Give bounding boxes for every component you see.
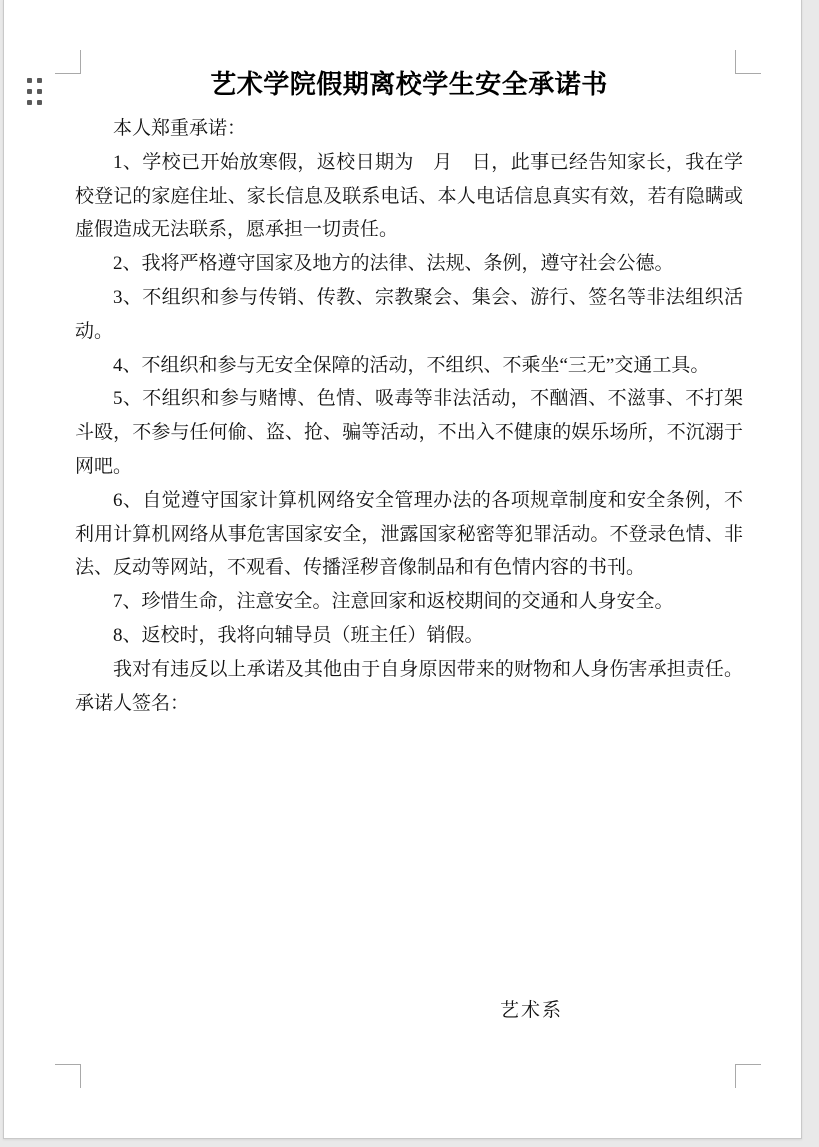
document-body (75, 66, 743, 720)
text-boundary-mark-bottom-left (55, 1064, 81, 1088)
pledge-item-2: 2、我将严格遵守国家及地方的法律、法规、条例，遵守社会公德。 (113, 253, 674, 275)
pledge-closing-and-signature-label: 我对有违反以上承诺及其他由于自身原因带来的财物和人身伤害承担责任。承诺人签名： (75, 658, 743, 714)
department-signature: 艺术系 (500, 1000, 564, 1021)
drag-handle-icon[interactable] (27, 78, 42, 105)
pledge-item-6: 6、自觉遵守国家计算机网络安全管理办法的各项规章制度和安全条例，不利用计算机网络从事危害国家安全，泄露国家秘密等犯罪活动。不登录色情、非法、反动等网站，不观看、传播淫秽音像制品和有色情内容的书刊。 (75, 489, 743, 579)
pledge-item-1: 1、学校已开始放寒假，返校日期为 月 日，此事已经告知家长，我在学校登记的家庭住址、家长信息及联系电话、本人电话信息真实有效，若有隐瞒或虚假造成无法联系，愿承担一切责任。 (75, 151, 743, 241)
document-page (3, 0, 802, 1139)
document-title: 艺术学院假期离校学生安全承诺书 (210, 70, 608, 99)
pledge-item-7: 7、珍惜生命，注意安全。注意回家和返校期间的交通和人身安全。 (113, 591, 674, 613)
pledge-item-4: 4、不组织和参与无安全保障的活动，不组织、不乘坐“三无”交通工具。 (113, 354, 710, 376)
pledge-item-8: 8、返校时，我将向辅导员（班主任）销假。 (113, 624, 484, 646)
pledge-item-5: 5、不组织和参与赌博、色情、吸毒等非法活动，不酗酒、不滋事、不打架斗殴，不参与任何偷、盗、抢、骗等活动，不出入不健康的娱乐场所，不沉溺于网吧。 (75, 388, 743, 477)
text-boundary-mark-bottom-right (735, 1064, 761, 1088)
pledge-intro: 本人郑重承诺： (113, 118, 247, 139)
pledge-item-3: 3、不组织和参与传销、传教、宗教聚会、集会、游行、签名等非法组织活动。 (75, 286, 743, 342)
